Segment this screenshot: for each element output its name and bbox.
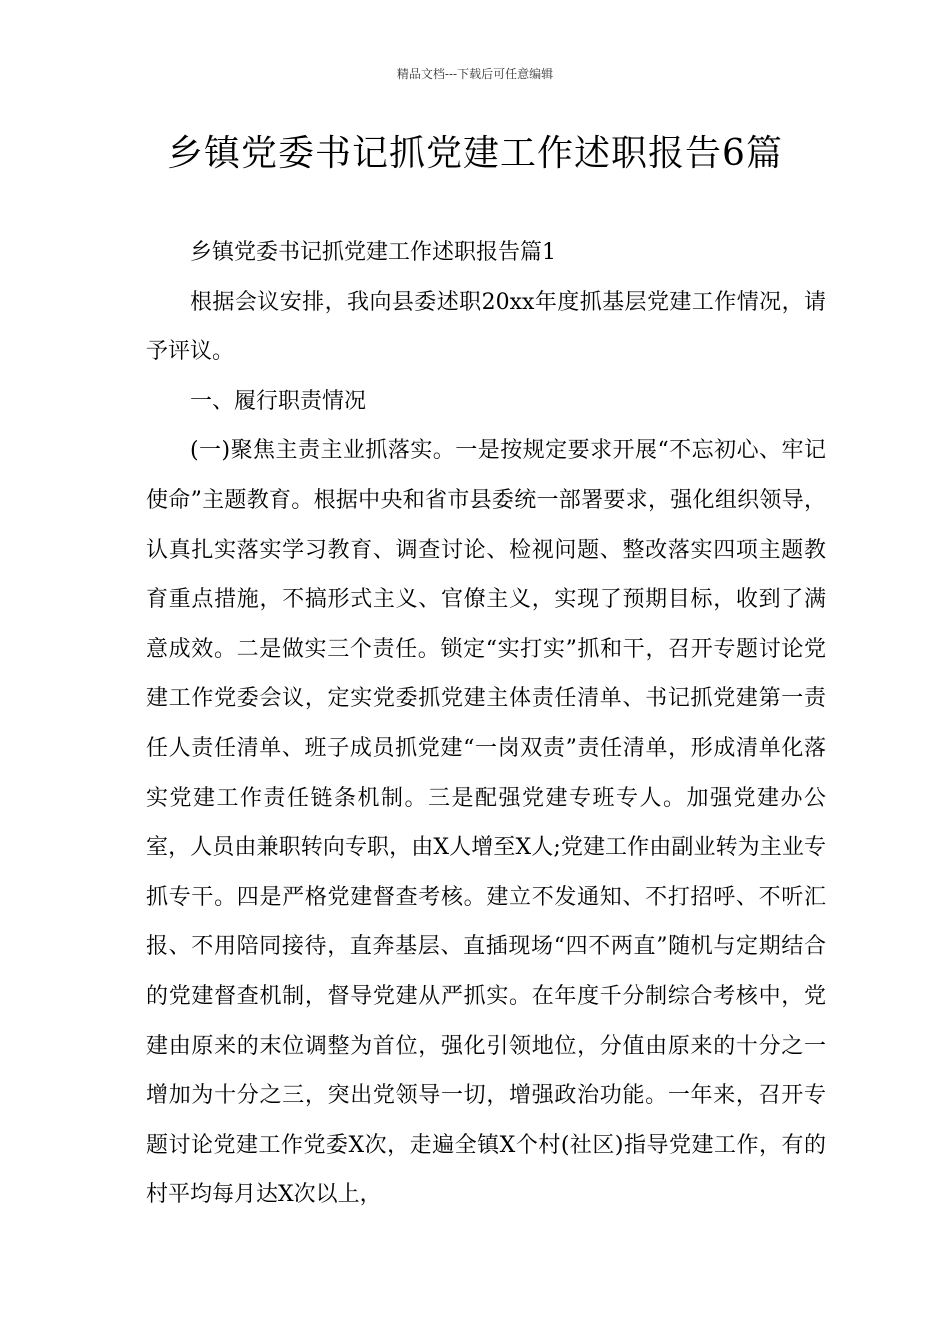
paragraph-intro: 根据会议安排，我向县委述职20xx年度抓基层党建工作情况，请予评议。	[146, 289, 826, 365]
header-note: 精品文档---下载后可任意编辑	[396, 67, 554, 81]
section-heading-duties: 一、履行职责情况	[190, 388, 367, 414]
document-title: 乡镇党委书记抓党建工作述职报告6篇	[167, 133, 783, 174]
document-body	[146, 228, 826, 1220]
section-heading: 乡镇党委书记抓党建工作述职报告篇1	[190, 240, 556, 265]
paragraph-main: (一)聚焦主责主业抓落实。一是按规定要求开展“不忘初心、牢记使命”主题教育。根据中央和省市县委统一部署要求，强化组织领导，认真扎实落实学习教育、调查讨论、检视问题、整改落实四项主题教育重点措施，不搞形式主义、官僚主义，实现了预期目标，收到了满意成效。二是做实三个责任。锁定“实打实”抓和干，召开专题讨论党建工作党委会议，定实党委抓党建主体责任清单、书记抓党建第一责任人责任清单、班子成员抓党建“一岗双责”责任清单，形成清单化落实党建工作责任链条机制。三是配强党建专班专人。加强党建办公室，人员由兼职转向专职，由X人增至X人;党建工作由副业转为主业专抓专干。四是严格党建督查考核。建立不发通知、不打招呼、不听汇报、不用陪同接待，直奔基层、直插现场“四不两直”随机与定期结合的党建督查机制，督导党建从严抓实。在年度千分制综合考核中，党建由原来的末位调整为首位，强化引领地位，分值由原来的十分之一增加为十分之三，突出党领导一切，增强政治功能。一年来，召开专题讨论党建工作党委X次，走遍全镇X个村(社区)指导党建工作，有的村平均每月达X次以上，	[146, 438, 826, 1208]
